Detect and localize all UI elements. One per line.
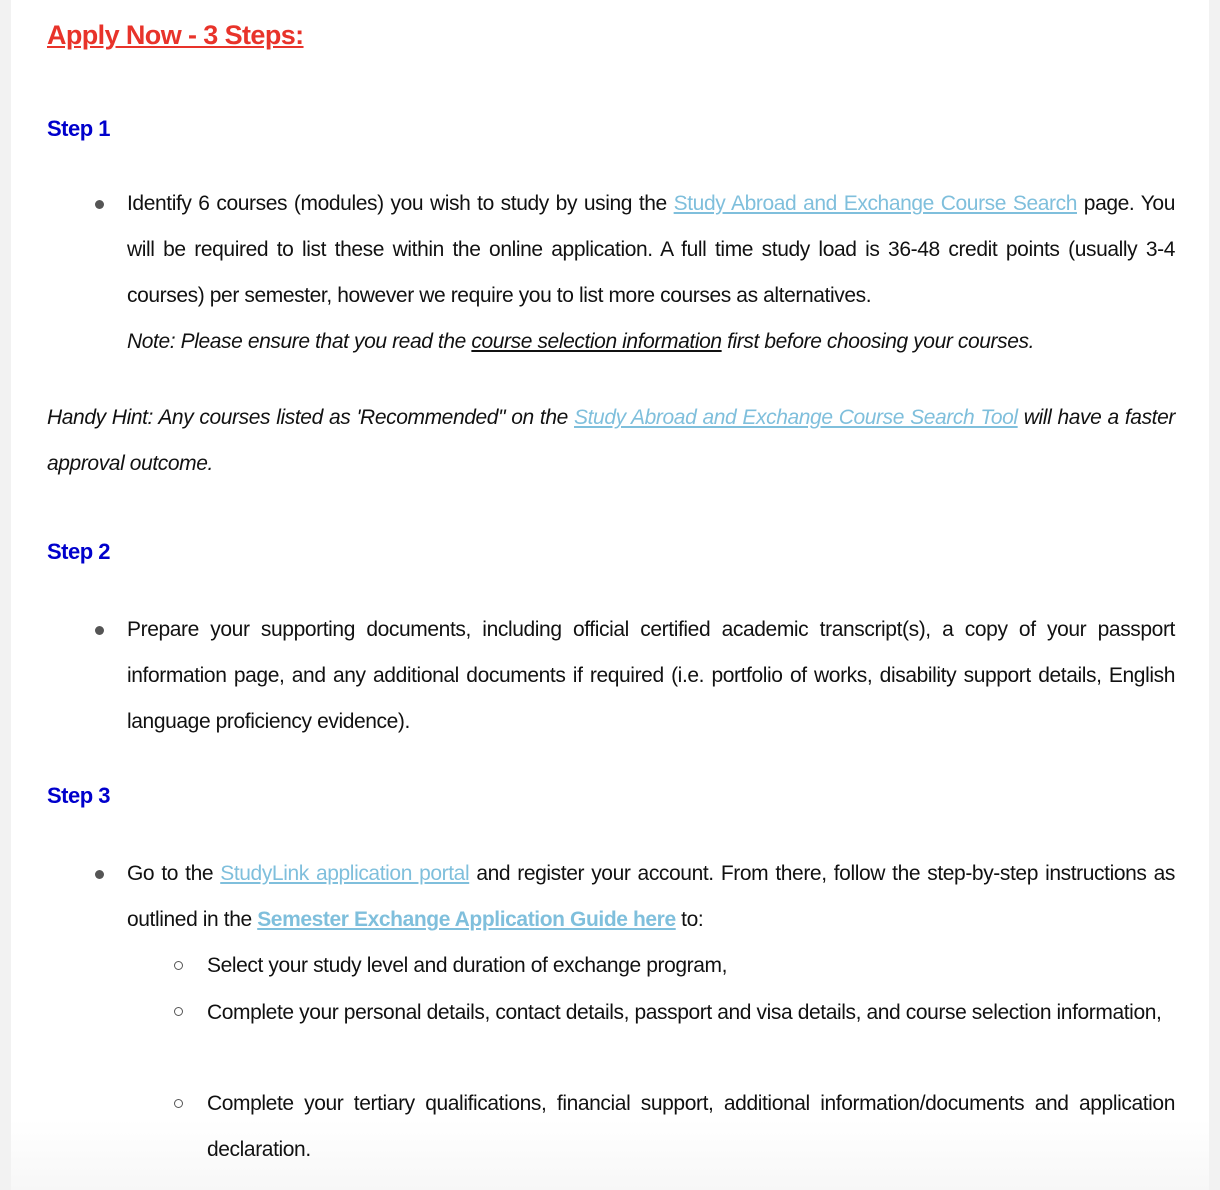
text: Select your study level and duration of exchange program, bbox=[207, 954, 728, 977]
text: will have a faster approval outcome. bbox=[47, 406, 1175, 475]
bullet-icon bbox=[95, 626, 104, 635]
text: Complete your personal details, contact details, passport and visa details, and course selection information, bbox=[207, 1001, 1162, 1024]
text: Handy Hint: Any courses listed as 'Recommended" on the bbox=[47, 406, 574, 429]
text: Prepare your supporting documents, including official certified academic transcript(s), a copy of your passport information page, and any additional documents if required (i.e. portfolio of works, disability support details, English language proficiency evidence). bbox=[127, 618, 1175, 733]
text: page. You will be required to list these within the online application. A full time study load is 36-48 credit points (usually 3-4 courses) per semester, however we require you to list more courses as alternatives. bbox=[127, 192, 1175, 307]
sub-item bbox=[207, 997, 1175, 1029]
text: and register your account. From there, follow the step-by-step instructions as outlined in the bbox=[127, 862, 1175, 931]
note-text: first before choosing your courses. bbox=[721, 330, 1035, 353]
step-2-heading: Step 2 bbox=[47, 539, 111, 564]
step-3-heading: Step 3 bbox=[47, 783, 111, 808]
circle-bullet-icon bbox=[174, 961, 183, 970]
handy-hint bbox=[47, 395, 1175, 487]
text: to: bbox=[675, 908, 704, 931]
bullet-icon bbox=[95, 870, 104, 879]
studylink-portal-link[interactable]: StudyLink application portal bbox=[220, 862, 470, 885]
sub-item bbox=[207, 951, 1175, 981]
course-search-link[interactable]: Study Abroad and Exchange Course Search bbox=[673, 192, 1077, 215]
step-1-item bbox=[127, 181, 1175, 365]
course-search-tool-link[interactable]: Study Abroad and Exchange Course Search Tool bbox=[574, 406, 1018, 429]
note-text: Note: Please ensure that you read the bbox=[127, 330, 472, 353]
bullet-icon bbox=[95, 200, 104, 209]
circle-bullet-icon bbox=[174, 1099, 183, 1108]
step-1-heading: Step 1 bbox=[47, 116, 111, 141]
course-selection-info-link[interactable]: course selection information bbox=[471, 330, 722, 353]
step-3-item bbox=[127, 851, 1175, 943]
circle-bullet-icon bbox=[174, 1007, 183, 1016]
step-2-item bbox=[127, 607, 1175, 745]
text: Go to the bbox=[127, 862, 221, 885]
text: Identify 6 courses (modules) you wish to study by using the bbox=[127, 192, 674, 215]
application-guide-link[interactable]: Semester Exchange Application Guide here bbox=[257, 908, 676, 931]
page-title: Apply Now - 3 Steps: bbox=[47, 20, 304, 50]
text: Complete your tertiary qualifications, financial support, additional information/documents and application declaration. bbox=[207, 1092, 1175, 1161]
sub-item bbox=[207, 1081, 1175, 1173]
page bbox=[11, 0, 1209, 1190]
